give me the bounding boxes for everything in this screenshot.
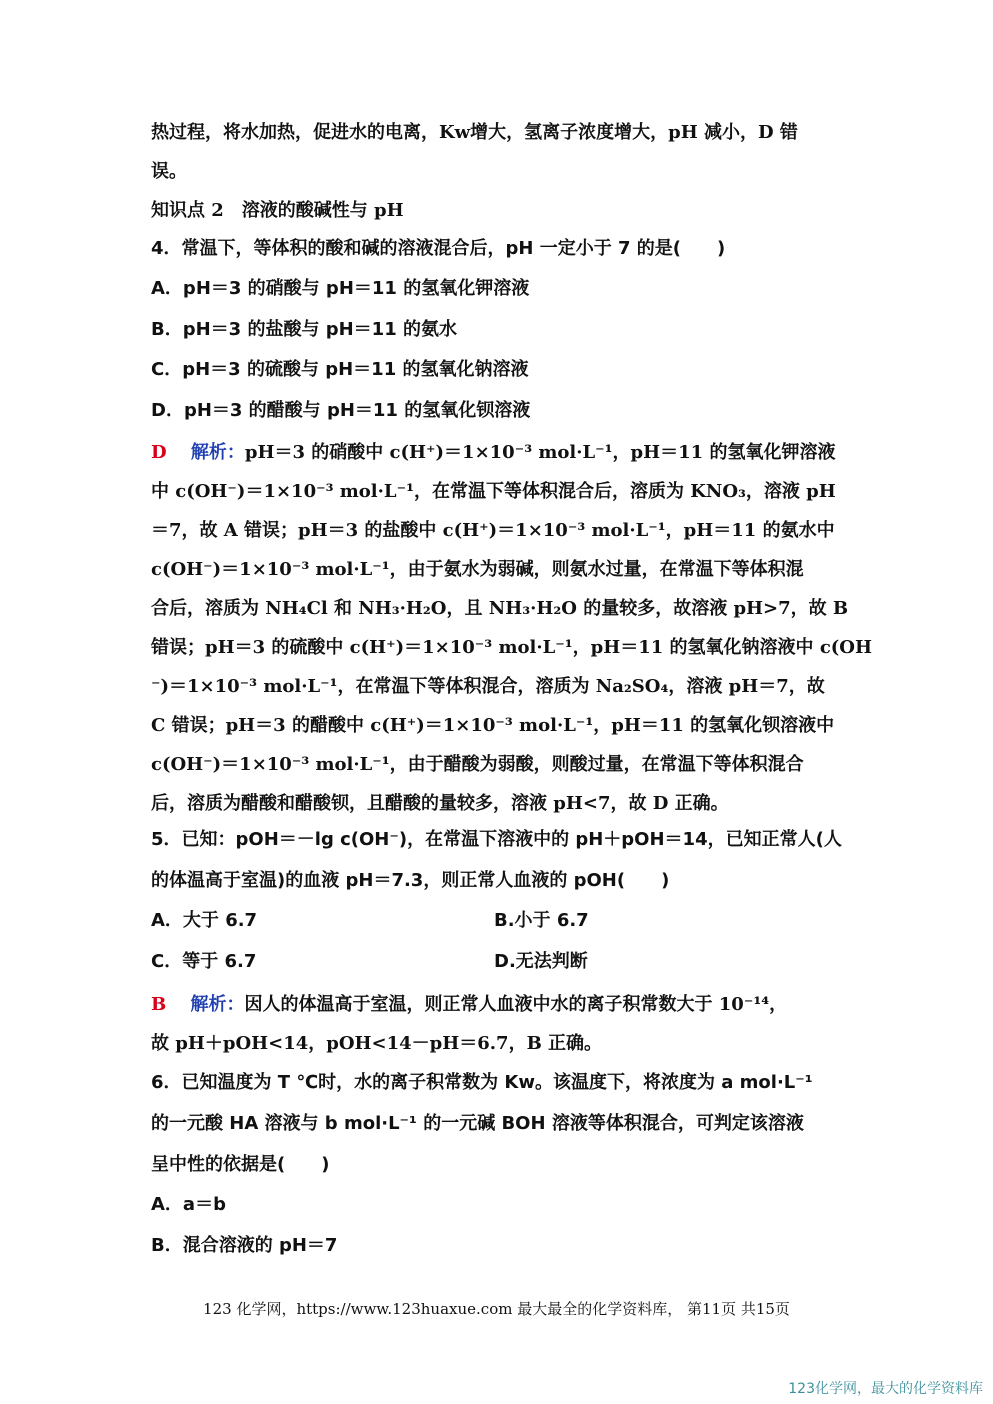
text-line: 错误；pH＝3 的硫酸中 c(H⁺)＝1×10⁻³ mol·L⁻¹，pH＝11 的氢氧化钠溶液中 c(OH (151, 637, 872, 658)
question-6-cont: 的一元酸 HA 溶液与 b mol·L⁻¹ 的一元碱 BOH 溶液等体积混合，可判定该溶液 (151, 1113, 804, 1134)
text-line: ⁻)＝1×10⁻³ mol·L⁻¹，在常温下等体积混合，溶质为 Na₂SO₄，溶液 pH＝7，故 (151, 676, 825, 697)
option-d: D．pH＝3 的醋酸与 pH＝11 的氢氧化钡溶液 (151, 400, 531, 421)
option-b: B．混合溶液的 pH＝7 (151, 1235, 338, 1256)
analysis-text: 因人的体温高于室温，则正常人血液中水的离子积常数大于 10⁻¹⁴， (244, 994, 788, 1015)
analysis-label: 解析： (190, 442, 245, 463)
analysis-text: pH＝3 的硝酸中 c(H⁺)＝1×10⁻³ mol·L⁻¹，pH＝11 的氢氧化钾溶液 (244, 442, 836, 463)
question-6: 6．已知温度为 T ℃时，水的离子积常数为 Kw。该温度下，将浓度为 a mol·L⁻¹ (151, 1072, 813, 1093)
option-row (151, 949, 256, 975)
text-line: 热过程，将水加热，促进水的电离，Kw增大，氢离子浓度增大，pH 减小，D 错 (151, 122, 798, 143)
option-a: A．大于 6.7 (151, 910, 258, 931)
option-row (151, 908, 257, 934)
page-footer: 123 化学网，https://www.123huaxue.com 最大最全的化学资料库， 第11页 共15页 (203, 1300, 790, 1318)
text-line: c(OH⁻)＝1×10⁻³ mol·L⁻¹，由于醋酸为弱酸，则酸过量，在常温下等体积混合 (151, 754, 804, 775)
option-c: C．等于 6.7 (151, 951, 257, 972)
text-line: c(OH⁻)＝1×10⁻³ mol·L⁻¹，由于氨水为弱碱，则氨水过量，在常温下等体积混 (151, 559, 804, 580)
answer-letter: B (151, 994, 167, 1015)
question-5-cont: 的体温高于室温)的血液 pH＝7.3，则正常人血液的 pOH( ) (151, 870, 670, 891)
option-b: B.小于 6.7 (494, 910, 589, 931)
analysis-label: 解析： (190, 994, 245, 1015)
option-a: A．pH＝3 的硝酸与 pH＝11 的氢氧化钾溶液 (151, 278, 530, 299)
answer-4-line (151, 440, 835, 466)
question-4: 4．常温下，等体积的酸和碱的溶液混合后，pH 一定小于 7 的是( ) (151, 238, 726, 259)
option-c: C．pH＝3 的硫酸与 pH＝11 的氢氧化钠溶液 (151, 359, 529, 380)
text-line: 误。 (151, 161, 187, 182)
question-6-cont: 呈中性的依据是( ) (151, 1154, 330, 1175)
option-b: B．pH＝3 的盐酸与 pH＝11 的氨水 (151, 319, 457, 340)
question-5: 5．已知：pOH＝－lg c(OH⁻)，在常温下溶液中的 pH＋pOH＝14，已知正常人(人 (151, 829, 842, 850)
site-watermark: 123化学网，最大的化学资料库 (788, 1381, 983, 1397)
text-line: 中 c(OH⁻)＝1×10⁻³ mol·L⁻¹，在常温下等体积混合后，溶质为 KNO₃，溶液 pH (151, 481, 836, 502)
text-line: ＝7，故 A 错误；pH＝3 的盐酸中 c(H⁺)＝1×10⁻³ mol·L⁻¹，pH＝11 的氨水中 (151, 520, 835, 541)
text-line: 后，溶质为醋酸和醋酸钡，且醋酸的量较多，溶液 pH<7，故 D 正确。 (151, 793, 729, 814)
text-line: C 错误；pH＝3 的醋酸中 c(H⁺)＝1×10⁻³ mol·L⁻¹，pH＝11 的氢氧化钡溶液中 (151, 715, 835, 736)
text-line: 故 pH＋pOH<14，pOH<14－pH＝6.7，B 正确。 (151, 1033, 603, 1054)
option-d: D.无法判断 (494, 951, 588, 972)
answer-5-line (151, 992, 787, 1018)
option-a: A．a＝b (151, 1194, 226, 1215)
answer-letter: D (151, 442, 167, 463)
section-heading: 知识点 2 溶液的酸碱性与 pH (151, 200, 404, 221)
text-line: 合后，溶质为 NH₄Cl 和 NH₃·H₂O，且 NH₃·H₂O 的量较多，故溶液 pH>7，故 B (151, 598, 849, 619)
